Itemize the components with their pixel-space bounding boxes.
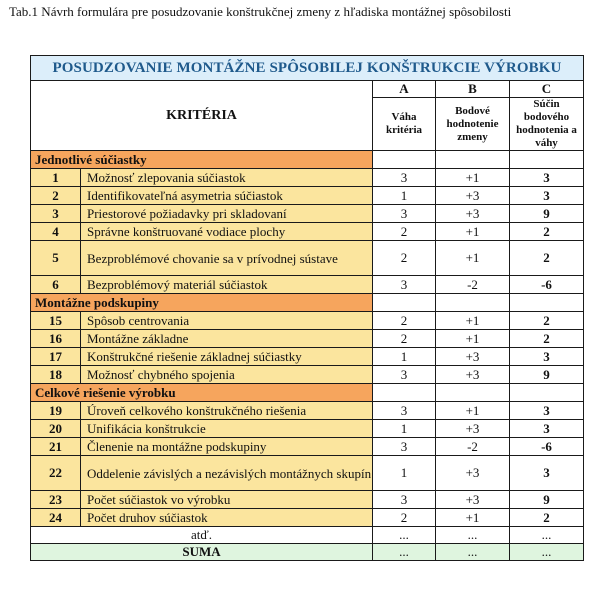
table-row: [31, 312, 584, 330]
criterion-name: Unifikácia konštrukcie: [81, 420, 373, 438]
score-value: +3: [436, 456, 510, 491]
weight-value: 2: [373, 330, 436, 348]
etc-b: ...: [436, 527, 510, 544]
criterion-name: Oddelenie závislých a nezávislých montážnych skupín: [81, 456, 373, 491]
row-number: 18: [31, 366, 81, 384]
section-name: Jednotlivé súčiastky: [31, 151, 373, 169]
column-b-letter: B: [436, 81, 510, 98]
table-row: [31, 402, 584, 420]
etc-label: atď.: [31, 527, 373, 544]
criterion-name: Správne konštruované vodiace plochy: [81, 223, 373, 241]
score-value: +3: [436, 420, 510, 438]
criterion-name: Spôsob centrovania: [81, 312, 373, 330]
product-value: -6: [510, 438, 584, 456]
product-value: 3: [510, 402, 584, 420]
sum-a: ...: [373, 544, 436, 561]
row-number: 4: [31, 223, 81, 241]
table-row: [31, 276, 584, 294]
row-number: 17: [31, 348, 81, 366]
row-number: 15: [31, 312, 81, 330]
criterion-name: Členenie na montážne podskupiny: [81, 438, 373, 456]
table-title: POSUDZOVANIE MONTÁŽNE SPÔSOBILEJ KONŠTRUKCIE VÝROBKU: [31, 56, 584, 81]
weight-value: 3: [373, 169, 436, 187]
product-value: 3: [510, 187, 584, 205]
product-value: 9: [510, 491, 584, 509]
row-number: 19: [31, 402, 81, 420]
weight-value: 3: [373, 276, 436, 294]
weight-value: 2: [373, 223, 436, 241]
product-value: 3: [510, 348, 584, 366]
product-value: -6: [510, 276, 584, 294]
score-value: +3: [436, 348, 510, 366]
sum-c: ...: [510, 544, 584, 561]
assessment-table: [30, 55, 584, 561]
section-name: Montážne podskupiny: [31, 294, 373, 312]
criterion-name: Priestorové požiadavky pri skladovaní: [81, 205, 373, 223]
sum-label: SUMA: [31, 544, 373, 561]
column-b-label: Bodové hodnotenie zmeny: [436, 98, 510, 151]
column-a-letter: A: [373, 81, 436, 98]
section-row: [31, 384, 584, 402]
score-value: +1: [436, 330, 510, 348]
score-value: +1: [436, 241, 510, 276]
criterion-name: Možnosť zlepovania súčiastok: [81, 169, 373, 187]
section-name: Celkové riešenie výrobku: [31, 384, 373, 402]
row-number: 1: [31, 169, 81, 187]
weight-value: 3: [373, 438, 436, 456]
score-value: -2: [436, 438, 510, 456]
score-value: +3: [436, 491, 510, 509]
score-value: +1: [436, 169, 510, 187]
product-value: 2: [510, 241, 584, 276]
score-value: +3: [436, 366, 510, 384]
empty-cell: [373, 384, 436, 402]
criterion-name: Počet súčiastok vo výrobku: [81, 491, 373, 509]
table-row: [31, 205, 584, 223]
product-value: 2: [510, 223, 584, 241]
empty-cell: [436, 384, 510, 402]
table-caption: Tab.1 Návrh formulára pre posudzovanie konštrukčnej zmeny z hľadiska montážnej spôsobilosti: [9, 4, 512, 19]
score-value: +1: [436, 312, 510, 330]
row-number: 3: [31, 205, 81, 223]
table-row: [31, 241, 584, 276]
score-value: +1: [436, 509, 510, 527]
table-row: [31, 187, 584, 205]
criterion-name: Bezproblémový materiál súčiastok: [81, 276, 373, 294]
weight-value: 3: [373, 402, 436, 420]
product-value: 3: [510, 420, 584, 438]
section-row: [31, 294, 584, 312]
column-a-label: Váha kritéria: [373, 98, 436, 151]
table-row: [31, 366, 584, 384]
row-number: 16: [31, 330, 81, 348]
criterion-name: Úroveň celkového konštrukčného riešenia: [81, 402, 373, 420]
empty-cell: [373, 151, 436, 169]
weight-value: 1: [373, 348, 436, 366]
score-value: +1: [436, 402, 510, 420]
row-number: 22: [31, 456, 81, 491]
empty-cell: [510, 151, 584, 169]
weight-value: 2: [373, 509, 436, 527]
row-number: 5: [31, 241, 81, 276]
row-number: 2: [31, 187, 81, 205]
weight-value: 3: [373, 491, 436, 509]
row-number: 21: [31, 438, 81, 456]
row-number: 6: [31, 276, 81, 294]
product-value: 9: [510, 366, 584, 384]
sum-b: ...: [436, 544, 510, 561]
criterion-name: Možnosť chybného spojenia: [81, 366, 373, 384]
section-row: [31, 151, 584, 169]
table-row: [31, 491, 584, 509]
table-row: [31, 456, 584, 491]
row-number: 20: [31, 420, 81, 438]
table-row: [31, 223, 584, 241]
table-body: [31, 56, 584, 561]
table-row: [31, 438, 584, 456]
criterion-name: Bezproblémové chovanie sa v prívodnej sústave: [81, 241, 373, 276]
criterion-name: Identifikovateľná asymetria súčiastok: [81, 187, 373, 205]
weight-value: 1: [373, 420, 436, 438]
criteria-header: KRITÉRIA: [31, 81, 373, 151]
sum-row: [31, 544, 584, 561]
column-c-letter: C: [510, 81, 584, 98]
empty-cell: [436, 294, 510, 312]
empty-cell: [510, 294, 584, 312]
score-value: -2: [436, 276, 510, 294]
score-value: +3: [436, 187, 510, 205]
weight-value: 2: [373, 241, 436, 276]
criterion-name: Počet druhov súčiastok: [81, 509, 373, 527]
etc-a: ...: [373, 527, 436, 544]
empty-cell: [510, 384, 584, 402]
weight-value: 3: [373, 205, 436, 223]
empty-cell: [373, 294, 436, 312]
criterion-name: Montážne základne: [81, 330, 373, 348]
column-c-label: Súčin bodového hodnotenia a váhy: [510, 98, 584, 151]
empty-cell: [436, 151, 510, 169]
table-row: [31, 169, 584, 187]
etc-row: [31, 527, 584, 544]
product-value: 3: [510, 456, 584, 491]
product-value: 2: [510, 330, 584, 348]
product-value: 3: [510, 169, 584, 187]
table-row: [31, 509, 584, 527]
score-value: +1: [436, 223, 510, 241]
weight-value: 2: [373, 312, 436, 330]
weight-value: 1: [373, 456, 436, 491]
product-value: 2: [510, 509, 584, 527]
score-value: +3: [436, 205, 510, 223]
product-value: 2: [510, 312, 584, 330]
weight-value: 3: [373, 366, 436, 384]
criterion-name: Konštrukčné riešenie základnej súčiastky: [81, 348, 373, 366]
etc-c: ...: [510, 527, 584, 544]
table-row: [31, 420, 584, 438]
table-row: [31, 330, 584, 348]
table-row: [31, 348, 584, 366]
product-value: 9: [510, 205, 584, 223]
row-number: 23: [31, 491, 81, 509]
weight-value: 1: [373, 187, 436, 205]
row-number: 24: [31, 509, 81, 527]
